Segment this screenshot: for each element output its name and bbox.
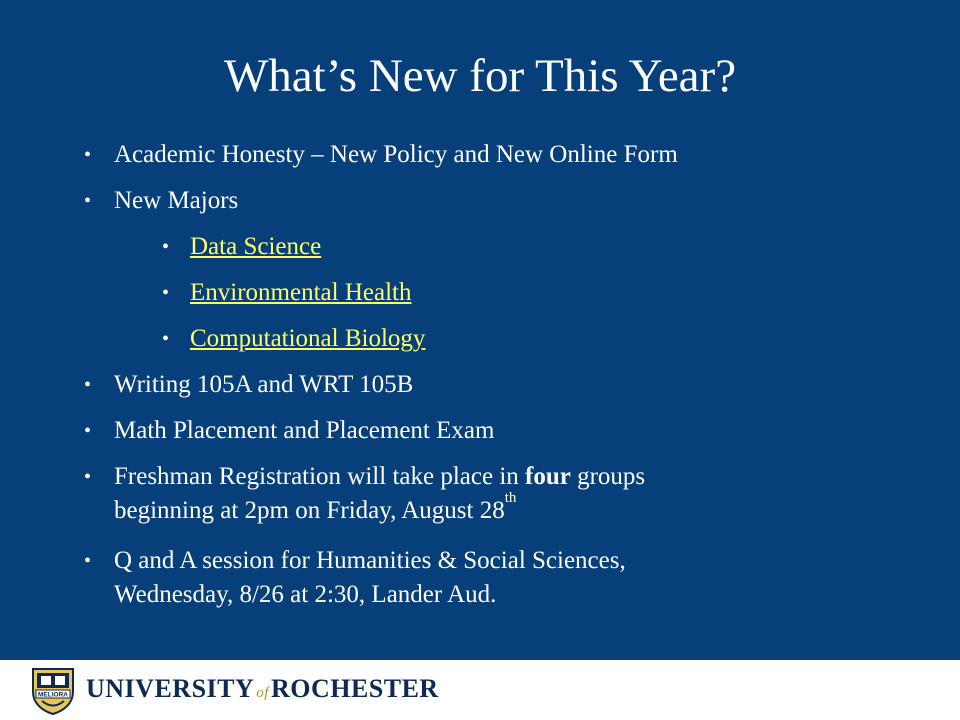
bullet-icon: • [84, 466, 92, 488]
bullet-item [84, 460, 914, 528]
slide-title: What’s New for This Year? [223, 50, 737, 102]
bullet-item [84, 414, 914, 448]
bullet-item [84, 544, 914, 612]
bullet-item [84, 184, 914, 218]
sub-bullet-item [162, 230, 890, 264]
bullet-icon: • [162, 328, 170, 350]
bullet-bold-text: four [525, 463, 571, 490]
bullet-text: Writing 105A and WRT 105B [114, 371, 414, 398]
sub-bullet-item [162, 276, 890, 310]
bullet-text: beginning at 2pm on Friday, August 28 [114, 497, 505, 524]
bullet-text: Math Placement and Placement Exam [114, 417, 495, 444]
university-wordmark [86, 674, 439, 704]
bullet-item [84, 368, 914, 402]
bullet-icon: • [162, 236, 170, 258]
link-environmental-health[interactable]: Environmental Health [190, 279, 412, 306]
crest-motto: MELIORA [38, 691, 68, 699]
bullet-text-line2: Wednesday, 8/26 at 2:30, Lander Aud. [114, 581, 497, 608]
wordmark-part2: ROCHESTER [270, 674, 439, 703]
bullet-icon: • [84, 144, 92, 166]
bullet-text: groups [570, 463, 646, 490]
wordmark-of: of [256, 685, 269, 701]
bullet-icon: • [162, 282, 170, 304]
bullet-text-line1: Q and A session for Humanities & Social Sciences, [114, 547, 626, 574]
bullet-icon: • [84, 190, 92, 212]
link-computational-biology[interactable]: Computational Biology [190, 325, 426, 352]
bullet-icon: • [84, 374, 92, 396]
sub-bullet-item [162, 322, 890, 356]
bullet-icon: • [84, 550, 92, 572]
bullet-item [84, 138, 914, 172]
wordmark-part1: UNIVERSITY [86, 674, 255, 703]
bullet-text: Freshman Registration will take place in [114, 463, 526, 490]
footer-bar [0, 660, 960, 720]
bullet-text-line1 [114, 460, 914, 494]
bullet-text-line2 [114, 490, 914, 528]
ordinal-superscript: th [504, 490, 517, 506]
bullet-text: Academic Honesty – New Policy and New Online Form [114, 141, 678, 168]
university-crest-icon [30, 666, 76, 716]
bullet-icon: • [84, 420, 92, 442]
bullet-text: New Majors [114, 187, 239, 214]
link-data-science[interactable]: Data Science [190, 233, 322, 260]
